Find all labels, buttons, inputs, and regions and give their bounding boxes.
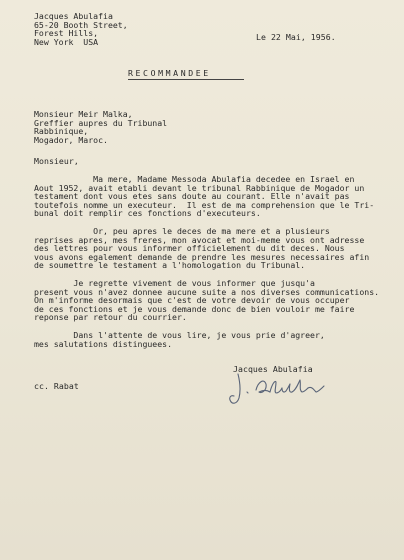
carbon-copy: cc. Rabat: [34, 381, 79, 391]
recipient-address: [34, 110, 167, 144]
body-line: de ces fonctions et je vous demande donc de bien vouloir me faire: [34, 303, 355, 314]
body-line: testament dont vous etes sans doute au courant. Elle n'avait pas: [34, 191, 350, 202]
paragraph-3: [34, 279, 379, 322]
body-line: toutefois nomme un executeur. Il est de ma comprehension que le Tri-: [34, 199, 375, 210]
recipient-line-3: Rabbinique,: [34, 126, 89, 137]
recipient-line-1: Monsieur Meir Malka,: [34, 109, 133, 119]
recipient-line-2: Greffier aupres du Tribunal: [34, 117, 168, 128]
body-line: reponse par retour du courrier.: [34, 312, 187, 323]
body-line: des lettres pour vous informer officielement du dit deces. Nous: [34, 243, 345, 254]
body-line: Dans l'attente de vous lire, je vous prie d'agreer,: [34, 330, 325, 340]
paragraph-1: [34, 175, 374, 218]
sender-street: 65-20 Booth Street,: [34, 19, 128, 30]
body-line: Aout 1952, avait etabli devant le tribunal Rabbinique de Mogador un: [34, 182, 365, 193]
body-line: reprises apres, mes freres, mon avocat et moi-meme vous ont adresse: [34, 234, 365, 245]
letter-date: Le 22 Mai, 1956.: [256, 32, 336, 42]
body-line: bunal doit remplir ces fonctions d'executeurs.: [34, 208, 261, 219]
subject-heading: RECOMMANDEE: [128, 68, 211, 78]
sender-city: Forest Hills,: [34, 28, 99, 39]
body-line: On m'informe desormais que c'est de votre devoir de vous occuper: [34, 295, 350, 306]
recipient-line-4: Mogador, Maroc.: [34, 134, 108, 145]
salutation: Monsieur,: [34, 156, 79, 166]
body-line: mes salutations distinguees.: [34, 338, 173, 349]
body-line: Je regrette vivement de vous informer que jusqu'a: [34, 278, 315, 288]
handwritten-signature-icon: [226, 370, 346, 410]
body-line: present vous n'avez donnee aucune suite a nos diverses communications.: [34, 286, 380, 297]
sender-address: [34, 12, 128, 46]
body-line: Ma mere, Madame Messoda Abulafia decedee en Israel en: [34, 174, 355, 184]
sender-state-country: New York USA: [34, 36, 99, 47]
paragraph-4: [34, 331, 325, 348]
body-line: vous avons egalement demande de prendre les mesures necessaires afin: [34, 251, 370, 262]
signature-typed-name: Jacques Abulafia: [233, 364, 313, 374]
sender-name: Jacques Abulafia: [34, 11, 113, 21]
paragraph-2: [34, 227, 369, 270]
subject-underline: [128, 79, 244, 80]
body-line: Or, peu apres le deces de ma mere et a plusieurs: [34, 226, 330, 236]
body-line: de soumettre le testament a l'homologation du Tribunal.: [34, 260, 306, 271]
